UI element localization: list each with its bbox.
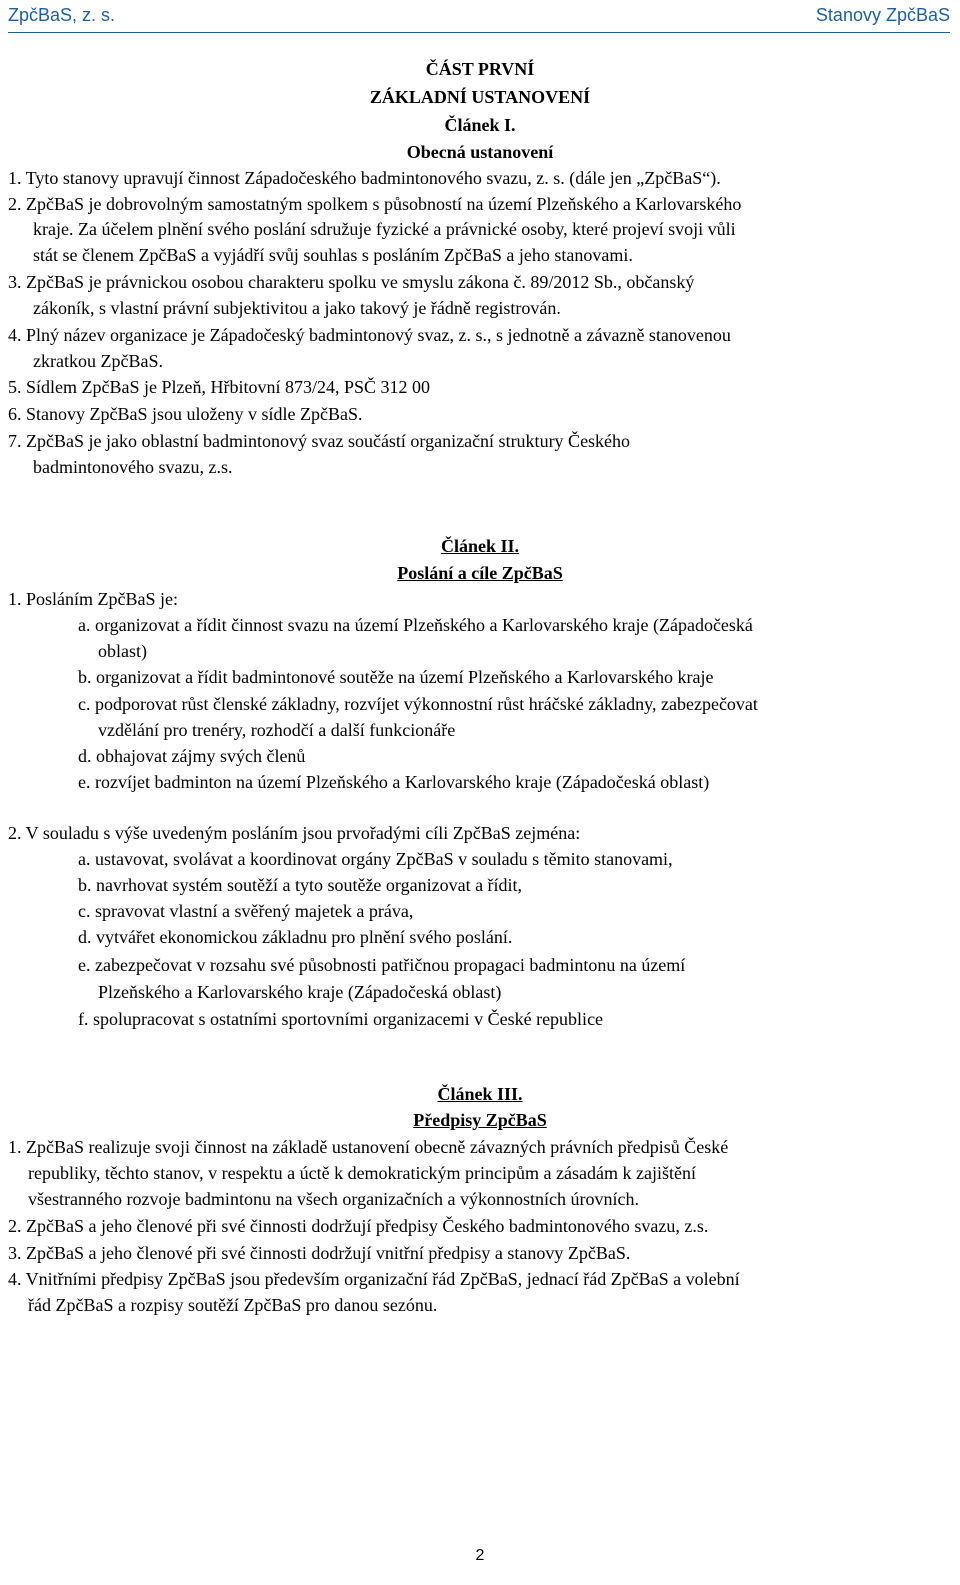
article-1-line: zákoník, s vlastní právní subjektivitou a jako takový je řádně registrován. xyxy=(33,298,561,318)
article-2-line: c. podporovat růst členské základny, rozvíjet výkonnostní růst hráčské základny, zabezpečovat xyxy=(78,694,758,714)
article-2-line: vzdělání pro trenéry, rozhodčí a další funkcionáře xyxy=(98,720,456,740)
article-1-line: 5. Sídlem ZpčBaS je Plzeň, Hřbitovní 873/24, PSČ 312 00 xyxy=(8,377,430,397)
article-3-line: všestranného rozvoje badmintonu na všech organizačních a výkonnostních úrovních. xyxy=(28,1189,639,1209)
article-1-line: badmintonového svazu, z.s. xyxy=(33,457,233,477)
article-2-line: c. spravovat vlastní a svěřený majetek a práva, xyxy=(78,901,414,921)
article-2-line: a. organizovat a řídit činnost svazu na území Plzeňského a Karlovarského kraje (Západočeská xyxy=(78,615,753,635)
part-title: ČÁST PRVNÍ xyxy=(425,59,535,79)
article-2-line: Plzeňského a Karlovarského kraje (Západočeská oblast) xyxy=(98,982,502,1002)
article-2-line: e. rozvíjet badminton na území Plzeňského a Karlovarského kraje (Západočeská oblast) xyxy=(78,772,710,792)
article-1-title: Obecná ustanovení xyxy=(406,142,554,162)
header-document-title: Stanovy ZpčBaS xyxy=(815,5,950,25)
header-divider xyxy=(8,32,950,33)
article-1-line: 6. Stanovy ZpčBaS jsou uloženy v sídle ZpčBaS. xyxy=(8,404,363,424)
article-2-line: b. organizovat a řídit badmintonové soutěže na území Plzeňského a Karlovarského kraje xyxy=(78,667,714,687)
article-1-line: 3. ZpčBaS je právnickou osobou charakteru spolku ve smyslu zákona č. 89/2012 Sb., občanský xyxy=(8,272,695,292)
header-organization: ZpčBaS, z. s. xyxy=(8,5,116,25)
article-3-line: 4. Vnitřními předpisy ZpčBaS jsou především organizační řád ZpčBaS, jednací řád ZpčBaS a volební xyxy=(8,1269,740,1289)
article-2-title: Poslání a cíle ZpčBaS xyxy=(397,563,563,583)
article-2-line: 2. V souladu s výše uvedeným posláním jsou prvořadými cíli ZpčBaS zejména: xyxy=(8,823,581,843)
article-3-line: řád ZpčBaS a rozpisy soutěží ZpčBaS pro danou sezónu. xyxy=(28,1295,438,1315)
article-2-line: a. ustavovat, svolávat a koordinovat orgány ZpčBaS v souladu s těmito stanovami, xyxy=(78,849,673,869)
article-1-line: zkratkou ZpčBaS. xyxy=(33,351,163,371)
article-3-line: republiky, těchto stanov, v respektu a úctě k demokratickým principům a zásadám k zajištění xyxy=(28,1163,696,1183)
article-2-line: f. spolupracovat s ostatními sportovními organizacemi v České republice xyxy=(78,1009,604,1029)
article-3-line: 1. ZpčBaS realizuje svoji činnost na základě ustanovení obecně závazných právních předpisů České xyxy=(8,1137,729,1157)
article-2-line: d. obhajovat zájmy svých členů xyxy=(78,746,306,766)
article-2-line: d. vytvářet ekonomickou základnu pro plnění svého poslání. xyxy=(78,927,513,947)
article-3-line: 2. ZpčBaS a jeho členové při své činnosti dodržují předpisy Českého badmintonového svazu, z.s. xyxy=(8,1216,709,1236)
article-1-line: kraje. Za účelem plnění svého poslání sdružuje fyzické a právnické osoby, které projeví svoji vůli xyxy=(33,219,736,239)
article-1-line: 7. ZpčBaS je jako oblastní badmintonový svaz součástí organizační struktury Českého xyxy=(8,431,631,451)
article-1-line: 2. ZpčBaS je dobrovolným samostatným spolkem s působností na území Plzeňského a Karlovarského xyxy=(8,194,742,214)
article-2-line: b. navrhovat systém soutěží a tyto soutěže organizovat a řídit, xyxy=(78,875,523,895)
article-3-line: 3. ZpčBaS a jeho členové při své činnosti dodržují vnitřní předpisy a stanovy ZpčBaS. xyxy=(8,1243,631,1263)
article-1-number: Článek I. xyxy=(444,115,516,135)
article-1-line: stát se členem ZpčBaS a vyjádří svůj souhlas s posláním ZpčBaS a jeho stanovami. xyxy=(33,245,633,265)
page-number: 2 xyxy=(475,1547,485,1564)
article-2-number: Článek II. xyxy=(440,536,520,556)
article-2-line: 1. Posláním ZpčBaS je: xyxy=(8,589,178,609)
article-2-line: oblast) xyxy=(98,641,147,661)
part-subtitle: ZÁKLADNÍ USTANOVENÍ xyxy=(369,87,591,107)
article-1-line: 1. Tyto stanovy upravují činnost Západočeského badmintonového svazu, z. s. (dále jen „ZpčBaS“). xyxy=(8,168,721,188)
article-2-line: e. zabezpečovat v rozsahu své působnosti patřičnou propagaci badmintonu na území xyxy=(78,955,686,975)
article-3-title: Předpisy ZpčBaS xyxy=(413,1110,547,1130)
article-3-number: Článek III. xyxy=(437,1084,523,1104)
article-1-line: 4. Plný název organizace je Západočeský badmintonový svaz, z. s., s jednotně a závazně stanovenou xyxy=(8,325,731,345)
page-header xyxy=(8,5,950,31)
